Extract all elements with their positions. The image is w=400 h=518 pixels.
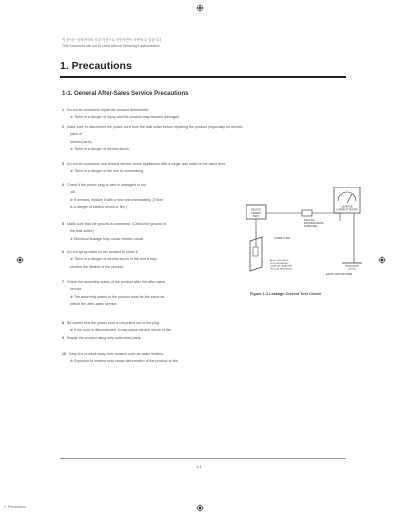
precaution-item bbox=[62, 321, 160, 325]
page-title: 1. Precautions bbox=[60, 60, 132, 72]
precaution-text: Make sure that the ground is connected. (Check the ground of bbox=[67, 222, 166, 226]
section-heading: 1-1. General After-Sales Service Precautions bbox=[62, 91, 189, 97]
precaution-number: 6 bbox=[62, 250, 64, 254]
precaution-text: Do not let customers repair the product themselves. bbox=[67, 108, 150, 112]
precaution-item-line bbox=[70, 265, 124, 269]
footer-rule bbox=[60, 458, 346, 459]
precaution-text: Repair the product using only authorized parts. bbox=[67, 336, 142, 340]
precaution-item-line bbox=[70, 257, 157, 261]
precaution-item bbox=[62, 336, 142, 340]
precaution-item bbox=[62, 280, 165, 284]
precaution-item-line bbox=[70, 140, 93, 144]
precaution-text: ※ If needed, replace it with a new one immediately. (There bbox=[70, 197, 164, 202]
precaution-text: Check the assembly status of the product after the after-sales bbox=[67, 280, 165, 284]
svg-text:CURRENT TESTER: CURRENT TESTER bbox=[336, 208, 358, 212]
precaution-number: 10 bbox=[62, 352, 66, 356]
precaution-text: Do not let customers use several electric home appliances with a single wall outlet at the same time. bbox=[67, 162, 227, 166]
precaution-item-line bbox=[70, 287, 82, 291]
precaution-item bbox=[62, 162, 226, 166]
precaution-text: electric parts). bbox=[70, 139, 93, 144]
svg-text:UNDER: UNDER bbox=[251, 211, 261, 215]
precaution-item-line bbox=[70, 295, 164, 299]
earth-label: EARTH GROUND WIRE bbox=[326, 273, 353, 276]
precaution-text: ※ The assembly status of the product must be the same as bbox=[70, 294, 165, 299]
figure-caption: Figure 1-1 Leakage Current Test Circuit bbox=[250, 292, 321, 296]
svg-text:EXPOSED METAL: EXPOSED METAL bbox=[304, 222, 325, 225]
precaution-item-line bbox=[70, 302, 117, 306]
precaution-text: ※ There is a danger of electric shock or fire and it may bbox=[70, 257, 157, 262]
svg-text:PLUG AS REQUIRED): PLUG AS REQUIRED) bbox=[270, 268, 293, 271]
precaution-item bbox=[62, 183, 146, 187]
precaution-item bbox=[62, 352, 164, 356]
header-english-notice: This Document can not be used without Samsung's authorization bbox=[62, 44, 160, 48]
leakage-test-figure bbox=[246, 187, 364, 279]
precaution-item bbox=[62, 125, 243, 129]
precaution-text: ※ If the cord is disconnected, it may cause electric shock or fire. bbox=[70, 328, 172, 333]
precaution-text: old. bbox=[70, 190, 76, 195]
registration-mark-top bbox=[196, 4, 204, 12]
precaution-text: ※ Exposure to heaters may cause deformation of the product or fire. bbox=[70, 359, 179, 364]
precaution-number: 9 bbox=[62, 336, 64, 340]
page-number: 1-1 bbox=[196, 464, 202, 469]
svg-text:(USING AC ADAPTER: (USING AC ADAPTER bbox=[270, 265, 292, 268]
registration-mark-right bbox=[378, 256, 386, 264]
precaution-item bbox=[62, 222, 166, 226]
precaution-item-line bbox=[70, 229, 94, 233]
precaution-text: ※ There is a danger of fire due to overheating. bbox=[70, 169, 144, 174]
precaution-number: 4 bbox=[62, 183, 64, 187]
svg-text:TEST: TEST bbox=[252, 215, 260, 219]
metal-label: TEST ALL bbox=[304, 219, 315, 222]
svg-text:SURFACES: SURFACES bbox=[304, 225, 317, 228]
precaution-item-line bbox=[70, 169, 144, 173]
precaution-text: ※ Electrical leakage may cause electric shock. bbox=[70, 236, 145, 241]
registration-mark-bottom bbox=[196, 504, 204, 512]
precaution-text: the wall outlet.) bbox=[70, 229, 95, 234]
precaution-text: Keep the product away from heaters such as water heaters. bbox=[69, 352, 165, 356]
header-korean-notice: 이 문서는 삼성전자의 기술 자산으로 승인자만이 사용할 수 있습니다 bbox=[62, 38, 162, 42]
precaution-item-line bbox=[70, 147, 130, 151]
precaution-text: Be careful that the power cord is not pulled out of the plug. bbox=[67, 321, 160, 325]
precaution-item-line bbox=[70, 205, 127, 209]
precaution-item-line bbox=[70, 359, 179, 363]
precaution-item bbox=[62, 108, 149, 112]
precaution-text: Make sure to disconnect the power cord from the wall outlet before repairing the product (especially for electric bbox=[67, 125, 243, 129]
precaution-text: before the after-sales service. bbox=[70, 302, 118, 307]
precaution-number: 2 bbox=[62, 125, 64, 129]
precaution-text: Check if the power plug or wire is damaged or too bbox=[67, 183, 147, 187]
cord-label: 2-WIRE CORD bbox=[274, 237, 291, 240]
precaution-item-line bbox=[70, 115, 179, 119]
precaution-item-line bbox=[70, 190, 76, 194]
precaution-item-line bbox=[70, 198, 163, 202]
precaution-item-line bbox=[70, 237, 144, 241]
precaution-text: ※ There is a danger of electric shock. bbox=[70, 147, 130, 152]
precaution-text: ※ There is a danger of injury and the product may become damaged bbox=[70, 115, 180, 120]
precaution-text: is a danger of electric shock or fire.) bbox=[70, 205, 127, 210]
footer-label: 1. Precautions bbox=[4, 505, 26, 509]
svg-text:PLUG REVERSED: PLUG REVERSED bbox=[270, 262, 289, 265]
precaution-number: 3 bbox=[62, 162, 64, 166]
precaution-item-line bbox=[70, 328, 172, 332]
precaution-number: 7 bbox=[62, 280, 64, 284]
precaution-text: parts of bbox=[70, 132, 82, 137]
precaution-number: 1 bbox=[62, 108, 64, 112]
precaution-number: 5 bbox=[62, 222, 64, 226]
registration-mark-left bbox=[16, 256, 24, 264]
precaution-number: 8 bbox=[62, 321, 64, 325]
meter-label: LEAKAGE bbox=[341, 205, 353, 209]
precaution-item-line bbox=[70, 132, 82, 136]
precaution-text: shorten the lifetime of the product. bbox=[70, 264, 125, 269]
device-label: DEVICE bbox=[251, 208, 261, 212]
adapter-label: ALSO TEST WITH bbox=[270, 260, 289, 262]
precaution-text: service. bbox=[70, 287, 83, 292]
precaution-text: Do not spray water on the product to clean it. bbox=[67, 250, 139, 254]
precaution-item bbox=[62, 250, 139, 254]
title-rule bbox=[60, 76, 346, 78]
